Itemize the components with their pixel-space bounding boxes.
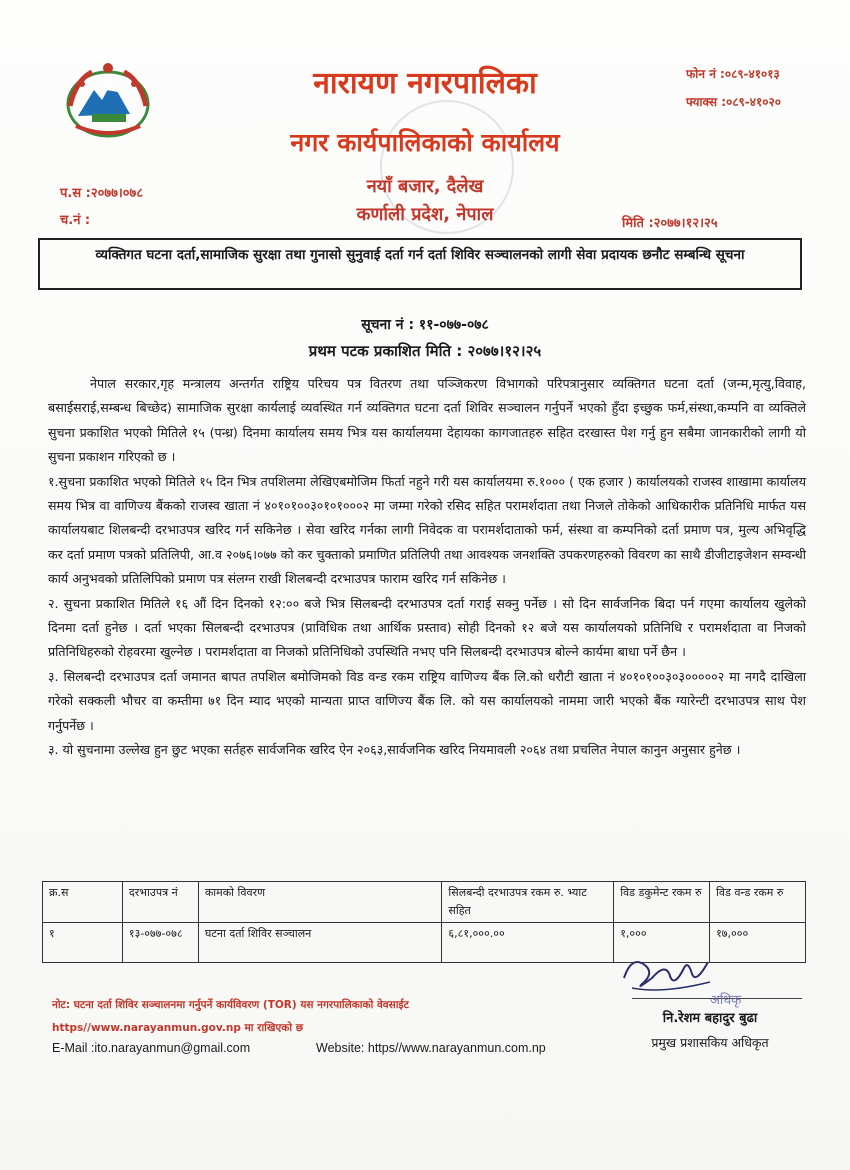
column-header: कामको विवरण xyxy=(198,882,442,923)
letter-date: मिति :२०७७।१२।२५ xyxy=(622,216,718,231)
tor-note-line-2: https//www.narayanmun.gov.np मा राखिएको छ xyxy=(52,1022,304,1034)
clause-3-paragraph: ३. सिलबन्दी दरभाउपत्र दर्ता जमानत बापत तपशिल बमोजिमको विड वन्ड रकम राष्ट्रिय वाणिज्य बैंक लि.को धरौटी खाता नं ४०१०१००३०३०००००२ मा नगदै दाखिला गरेको सक्कली भौचर वा कम्तीमा ७१ दिन म्याद भएको मान्यता प्राप्त वाणिज्य बैंक लि. को यस कार्यालयको नाममा जारी भएको बैंक ग्यारेन्टी दरभाउपत्र साथ पेश गर्नुपर्नेछ । xyxy=(48,668,806,733)
table-header-row xyxy=(43,882,806,923)
subject-box xyxy=(38,238,802,290)
table-cell: ६,८१,०००.०० xyxy=(442,923,614,963)
phone-number: फोन नं :०८९-४१०१३ xyxy=(686,67,780,81)
office-name: नगर कार्यपालिकाको कार्यालय xyxy=(290,128,560,157)
column-header: क्र.स xyxy=(43,882,123,923)
column-header: दरभाउपत्र नं xyxy=(122,882,198,923)
notice-body xyxy=(48,372,806,763)
website-address: Website: https//www.narayanmun.com.np xyxy=(316,1041,546,1055)
officer-name: नि.रेशम बहादुर बुढा xyxy=(662,1011,758,1026)
municipality-name: नारायण नगरपालिका xyxy=(313,66,537,101)
handwritten-signature xyxy=(612,948,722,998)
column-header: विड डकुमेन्ट रकम रु xyxy=(614,882,710,923)
table-cell: १,००० xyxy=(614,923,710,963)
intro-paragraph: नेपाल सरकार,गृह मन्त्रालय अन्तर्गत राष्ट्रिय परिचय पत्र वितरण तथा पञ्जिकरण विभागको परिपत्रानुसार व्यक्तिगत घटना दर्ता (जन्म,मृत्यु,विवाह, बसाईसराई,सम्बन्ध बिच्छेद) सामाजिक सुरक्षा कार्यलाई व्यवस्थित गर्न व्यक्तिगत घटना दर्ता शिविर सञ्चालन गर्नुपर्ने भएको हुँदा इच्छुक फर्म,संस्था,कम्पनि वा व्यक्तिले सुचना प्रकाशित भएको मितिले १५ (पन्ध्र) दिनमा कार्यालय समय भित्र यस कार्यालयमा देहायका कागजातहरु सहित दरखास्त पेश गर्नु हुन सबैमा जानकारीको लागी यो सुचना प्रकाशन गरिएको छ । xyxy=(48,376,806,465)
email-address: E-Mail :ito.narayanmun@gmail.com xyxy=(52,1041,251,1055)
dispatch-number: च.नं : xyxy=(60,213,91,228)
notice-number: सूचना नं : ११-०७७-०७८ xyxy=(361,317,489,333)
tor-note-line-1: नोट: घटना दर्ता शिविर सञ्चालनमा गर्नुपर्ने कार्यविवरण (TOR) यस नगरपालिकाको वेवसाईट xyxy=(52,999,409,1011)
officer-title: प्रमुख प्रशासकिय अधिकृत xyxy=(651,1035,769,1050)
table-cell: १३-०७७-०७८ xyxy=(122,923,198,963)
clause-1-paragraph: १.सुचना प्रकाशित भएको मितिले १५ दिन भित्र तपशिलमा लेखिएबमोजिम फिर्ता नहुने गरी यस कार्यालयमा रु.१००० ( एक हजार ) कार्यालयको राजस्व शाखामा कार्यालय समय भित्र वा वाणिज्य बैंकको राजस्व खाता नं ४०१०१००३०१०१०००२ मा जम्मा गरेको रसिद सहित परामर्शदाता तथा निजले तोकेको आधिकारीक प्रतिनिधि मार्फत यस कार्यालयबाट शिलबन्दी दरभाउपत्र खरिद गर्न सकिनेछ । सेवा खरिद गर्नका लागी निवेदक वा परामर्शदाताको फर्म, संस्था वा कम्पनिको दर्ता प्रमाण पत्र, मुल्य अभिवृद्धि कर दर्ता प्रमाण पत्रको प्रतिलिपी, आ.व २०७६।०७७ को कर चुक्ताको प्रमाणित प्रतिलिपी तथा आवश्यक जनशक्ति उपकरणहरुको विवरण का साथै डीजीटाइजेशन सम्वन्धी कार्य अनुभवको प्रतिलिपिको प्रमाण पत्र संलग्न राखी शिलबन्दी दरभाउपत्र फाराम खरिद गर्न सकिनेछ । xyxy=(48,473,806,587)
column-header: विड वन्ड रकम रु xyxy=(710,882,806,923)
table-cell: १ xyxy=(43,923,123,963)
nepal-coat-of-arms-icon xyxy=(62,60,154,138)
published-date: प्रथम पटक प्रकाशित मिति : २०७७।१२।२५ xyxy=(308,342,542,360)
table-cell: १७,००० xyxy=(710,923,806,963)
subject-text: व्यक्तिगत घटना दर्ता,सामाजिक सुरक्षा तथा गुनासो सुनुवाई दर्ता गर्न दर्ता शिविर सञ्चालनको लागी सेवा प्रदायक छनौट सम्बन्धि सूचना xyxy=(95,247,745,263)
address-line-1: नयाँ बजार, दैलेख xyxy=(366,176,484,197)
address-line-2: कर्णाली प्रदेश, नेपाल xyxy=(356,204,494,225)
fax-number: फ्याक्स :०८९-४१०२० xyxy=(686,95,781,109)
clause-2-paragraph: २. सुचना प्रकाशित मितिले १६ औं दिन दिनको १२:०० बजे भित्र सिलबन्दी दरभाउपत्र दर्ता गराई सक्नु पर्नेछ । सो दिन सार्वजनिक बिदा पर्न गएमा कार्यालय खुलेको दिनमा दर्ता हुनेछ । दर्ता भएका सिलबन्दी दरभाउपत्र (प्राविधिक तथा आर्थिक प्रस्ताव) सोही दिनको १२ बजे यस कार्यालयको प्रतिनिधि र परामर्शदाता वा निजको प्रतिनिधिहरुको रोहवरमा खुल्नेछ । परामर्शदाता वा निजको प्रतिनिधिको उपस्थिति नभए पनि सिलबन्दी दरभाउपत्र बोल्ने कार्यमा बाधा पर्ने छैन । xyxy=(48,595,806,660)
clause-4-paragraph: ३. यो सुचनामा उल्लेख हुन छुट भएका सर्तहरु सार्वजनिक खरिद ऐन २०६३,सार्वजनिक खरिद नियमावली २०६४ तथा प्रचलित नेपाल कानुन अनुसार हुनेछ । xyxy=(48,742,741,758)
reference-number: प.स :२०७७।०७८ xyxy=(60,186,144,201)
table-cell: घटना दर्ता शिविर सञ्चालन xyxy=(198,923,442,963)
stamp-text: अधिकृ xyxy=(710,993,742,1008)
column-header: सिलबन्दी दरभाउपत्र रकम रु. भ्याट सहित xyxy=(442,882,614,923)
